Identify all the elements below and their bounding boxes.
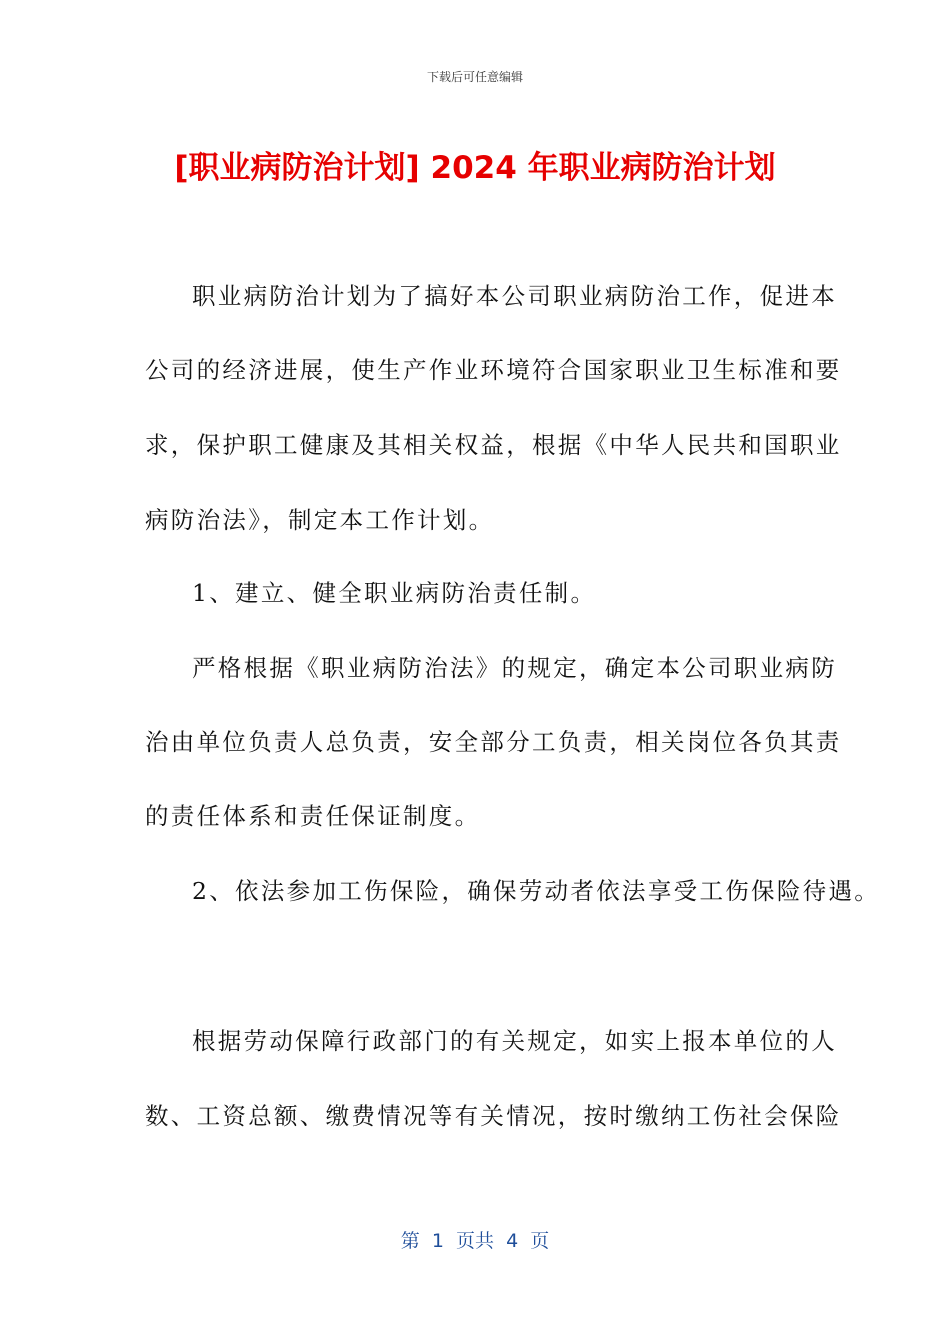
body-line-8: 根据劳动保障行政部门的有关规定，如实上报本单位的人 bbox=[192, 1027, 837, 1055]
header-note: 下载后可任意编辑 bbox=[426, 70, 523, 84]
section-heading-1: 1、建立、健全职业病防治责任制。 bbox=[192, 579, 597, 607]
section-heading-2: 2、依法参加工伤保险，确保劳动者依法享受工伤保险待遇。 bbox=[192, 877, 881, 905]
body-line-6: 治由单位负责人总负责，安全部分工负责，相关岗位各负其责 bbox=[145, 728, 842, 756]
body-line-3: 求，保护职工健康及其相关权益，根据《中华人民共和国职业 bbox=[145, 431, 842, 459]
document-title: [职业病防治计划] 2024 年职业病防治计划 bbox=[174, 150, 776, 186]
body-line-4: 病防治法》，制定本工作计划。 bbox=[145, 506, 495, 534]
body-line-7: 的责任体系和责任保证制度。 bbox=[145, 802, 481, 830]
body-line-2: 公司的经济进展，使生产作业环境符合国家职业卫生标准和要 bbox=[145, 356, 842, 384]
body-line-5: 严格根据《职业病防治法》的规定，确定本公司职业病防 bbox=[192, 654, 837, 682]
body-line-9: 数、工资总额、缴费情况等有关情况，按时缴纳工伤社会保险 bbox=[145, 1102, 842, 1130]
body-line-1: 职业病防治计划为了搞好本公司职业病防治工作，促进本 bbox=[192, 282, 837, 310]
page-number: 第 1 页共 4 页 bbox=[400, 1230, 550, 1252]
